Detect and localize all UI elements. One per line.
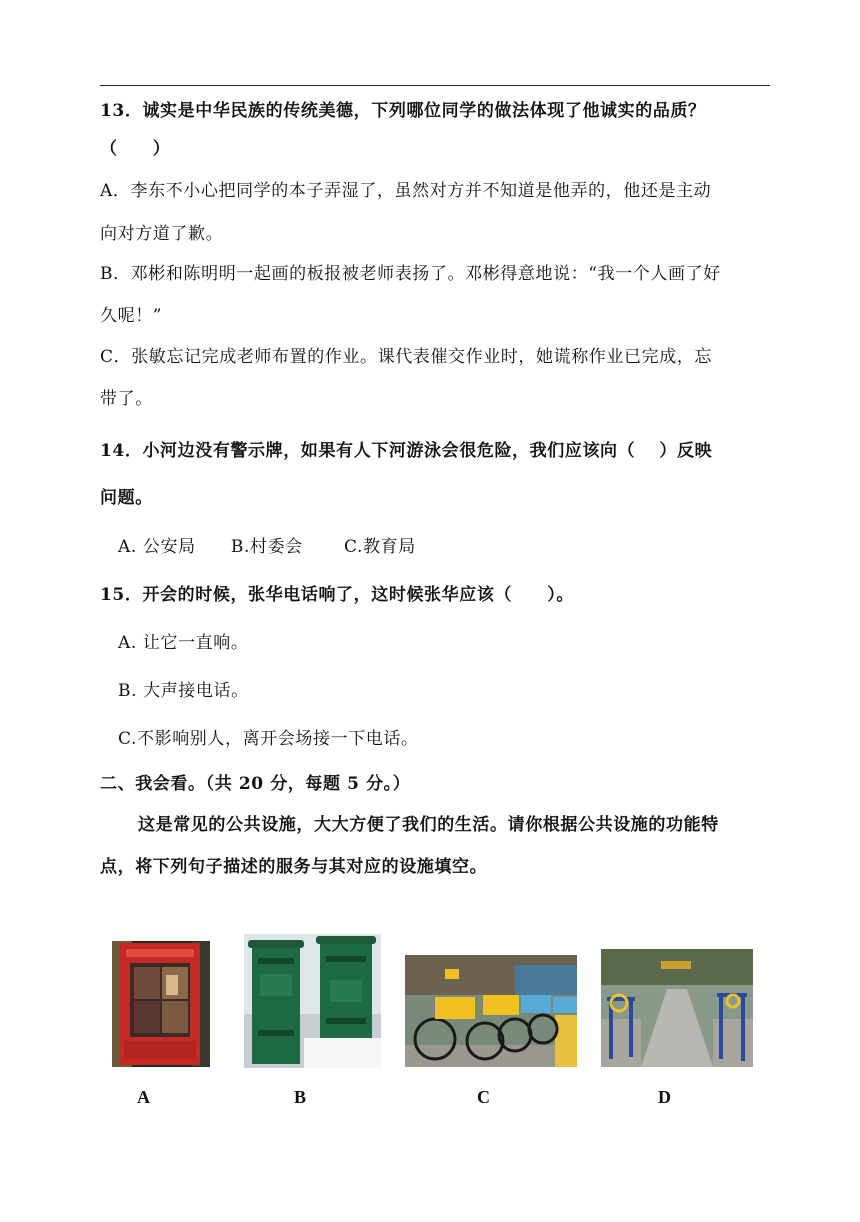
phone-booth-image <box>112 941 210 1067</box>
q15-option-c: C.不影响别人，离开会场接一下电话。 <box>118 729 419 749</box>
section2-intro-line1: 这是常见的公共设施，大大方便了我们的生活。请你根据公共设施的功能特 <box>138 815 719 835</box>
mailbox-icon <box>244 934 381 1068</box>
phone-booth-icon <box>112 941 210 1067</box>
section2-heading: 二、我会看。（共 20 分，每题 5 分。） <box>100 774 411 794</box>
q15-title: 15．开会的时候，张华电话响了，这时候张华应该（ ）。 <box>100 585 574 605</box>
section2-intro-line2: 点，将下列句子描述的服务与其对应的设施填空。 <box>100 857 488 877</box>
q13-blank: （ ） <box>100 139 171 159</box>
q13-option-c-line1: C．张敏忘记完成老师布置的作业。课代表催交作业时，她谎称作业已完成，忘 <box>100 347 713 367</box>
q13-option-a-line1: A．李东不小心把同学的本子弄湿了，虽然对方并不知道是他弄的，他还是主动 <box>100 181 712 201</box>
q14-title-line2: 问题。 <box>100 488 153 508</box>
q13-option-c-line2: 带了。 <box>100 389 153 409</box>
q13-title: 13．诚实是中华民族的传统美德，下列哪位同学的做法体现了他诚实的品质？ <box>100 101 706 121</box>
q13-option-b-line2: 久呢！” <box>100 306 163 326</box>
mailbox-image <box>244 934 381 1068</box>
image-label-c: C <box>477 1087 490 1107</box>
image-label-a: A <box>137 1087 150 1107</box>
image-label-b: B <box>294 1087 307 1107</box>
q15-option-b: B. 大声接电话。 <box>118 681 249 701</box>
bicycles-image <box>405 955 577 1067</box>
fitness-equipment-image <box>601 949 753 1067</box>
q13-option-a-line2: 向对方道了歉。 <box>100 224 224 244</box>
fitness-equipment-icon <box>601 949 753 1067</box>
header-rule <box>100 85 770 86</box>
q13-option-b-line1: B．邓彬和陈明明一起画的板报被老师表扬了。邓彬得意地说：“我一个人画了好 <box>100 264 721 284</box>
q14-options: A. 公安局 B.村委会 C.教育局 <box>118 537 416 557</box>
image-label-d: D <box>658 1087 671 1107</box>
q14-title-line1: 14．小河边没有警示牌，如果有人下河游泳会很危险，我们应该向（ ）反映 <box>100 441 713 461</box>
bicycle-icon <box>405 955 577 1067</box>
q15-option-a: A. 让它一直响。 <box>118 633 249 653</box>
